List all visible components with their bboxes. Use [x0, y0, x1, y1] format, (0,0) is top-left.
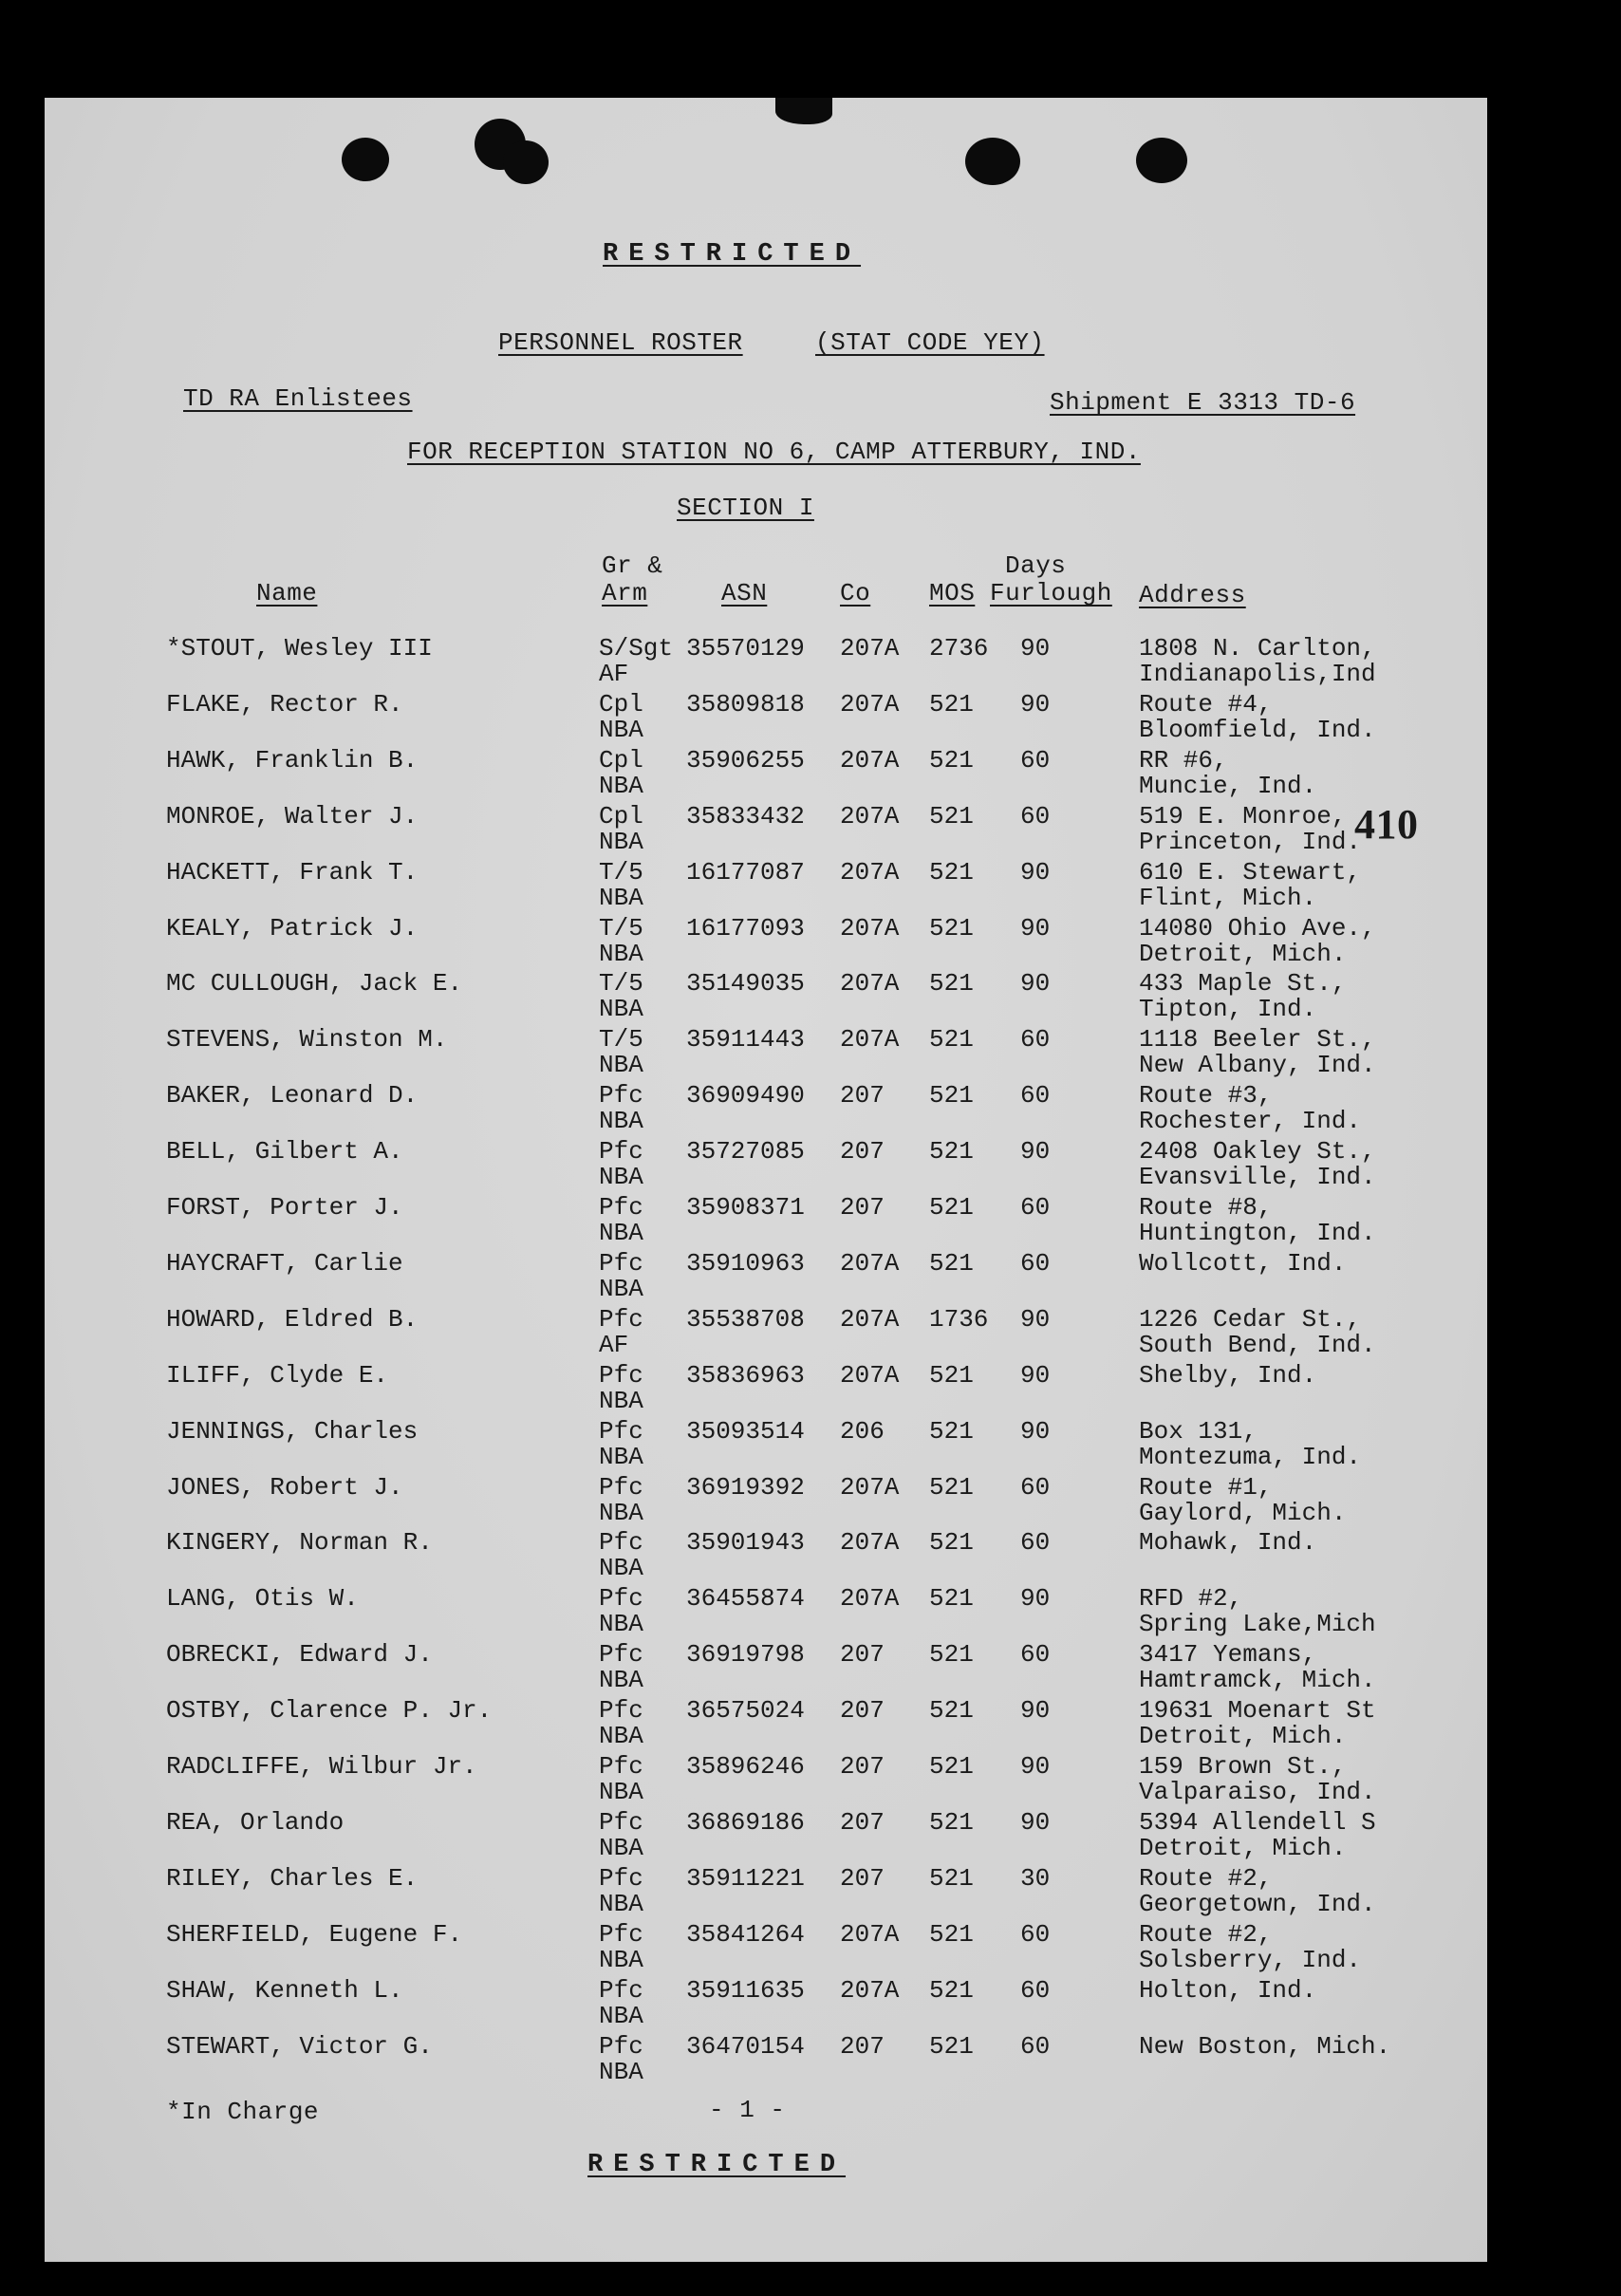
row-address-line1: Route #3,	[1139, 1081, 1273, 1111]
row-company: 207A	[840, 745, 900, 775]
row-furlough-days: 90	[1020, 1137, 1051, 1167]
row-address-line1: 5394 Allendell S	[1139, 1807, 1376, 1837]
row-arm: NBA	[599, 1554, 643, 1583]
table-row	[45, 1752, 1487, 1808]
row-address-line2: Rochester, Ind.	[1139, 1107, 1362, 1136]
row-company: 207	[840, 2031, 885, 2061]
row-company: 207	[840, 1081, 885, 1111]
row-grade: Pfc	[599, 1752, 643, 1781]
table-row	[45, 1696, 1487, 1752]
row-name: HAWK, Franklin B.	[166, 745, 419, 775]
row-address-line2: Georgetown, Ind.	[1139, 1889, 1376, 1918]
row-address-line1: 1118 Beeler St.,	[1139, 1025, 1376, 1055]
row-name: OBRECKI, Edward J.	[166, 1640, 433, 1670]
row-address-line2: Gaylord, Mich.	[1139, 1498, 1347, 1527]
row-furlough-days: 30	[1020, 1863, 1051, 1893]
row-company: 207A	[840, 913, 900, 943]
row-mos: 521	[929, 1752, 974, 1781]
table-row	[45, 1193, 1487, 1249]
table-row	[45, 914, 1487, 970]
row-address-line2: Muncie, Ind.	[1139, 771, 1317, 800]
table-row	[45, 1864, 1487, 1920]
row-address-line1: Mohawk, Ind.	[1139, 1528, 1317, 1558]
row-arm: NBA	[599, 1722, 643, 1751]
row-asn: 35149035	[686, 969, 805, 999]
row-address-line1: 2408 Oakley St.,	[1139, 1137, 1376, 1167]
table-row	[45, 1081, 1487, 1137]
row-asn: 35896246	[686, 1752, 805, 1781]
row-company: 207	[840, 1696, 885, 1726]
row-mos: 521	[929, 913, 974, 943]
row-address-line1: Shelby, Ind.	[1139, 1360, 1317, 1390]
row-company: 207	[840, 1863, 885, 1893]
row-company: 207A	[840, 1584, 900, 1614]
row-asn: 36575024	[686, 1696, 805, 1726]
row-asn: 35911221	[686, 1863, 805, 1893]
row-name: STEVENS, Winston M.	[166, 1025, 448, 1055]
row-mos: 521	[929, 1472, 974, 1502]
row-furlough-days: 60	[1020, 1025, 1051, 1055]
row-furlough-days: 60	[1020, 1975, 1051, 2005]
row-asn: 36470154	[686, 2031, 805, 2061]
row-asn: 35908371	[686, 1193, 805, 1222]
row-address-line1: RR #6,	[1139, 745, 1228, 775]
row-company: 207A	[840, 1025, 900, 1055]
col-grade-line1: Gr &	[602, 551, 663, 580]
row-asn: 35093514	[686, 1416, 805, 1446]
row-furlough-days: 90	[1020, 857, 1051, 887]
row-asn: 36869186	[686, 1807, 805, 1837]
row-mos: 521	[929, 1025, 974, 1055]
row-arm: AF	[599, 1330, 629, 1359]
row-address-line1: 159 Brown St.,	[1139, 1752, 1347, 1781]
row-asn: 35570129	[686, 634, 805, 663]
row-address-line1: Route #1,	[1139, 1472, 1273, 1502]
row-furlough-days: 60	[1020, 1248, 1051, 1278]
row-name: SHERFIELD, Eugene F.	[166, 1919, 463, 1949]
row-arm: NBA	[599, 883, 643, 912]
row-furlough-days: 60	[1020, 801, 1051, 831]
destination: FOR RECEPTION STATION NO 6, CAMP ATTERBURY, IND.	[407, 438, 1141, 466]
row-arm: NBA	[599, 1219, 643, 1247]
col-co: Co	[840, 579, 871, 607]
table-row	[45, 1640, 1487, 1696]
row-arm: AF	[599, 660, 629, 688]
row-arm: NBA	[599, 1498, 643, 1527]
row-asn: 16177093	[686, 913, 805, 943]
row-address-line2: Detroit, Mich.	[1139, 1833, 1347, 1862]
row-name: MC CULLOUGH, Jack E.	[166, 969, 463, 999]
row-furlough-days: 90	[1020, 1416, 1051, 1446]
col-address: Address	[1139, 581, 1246, 609]
row-furlough-days: 60	[1020, 745, 1051, 775]
row-asn: 36909490	[686, 1081, 805, 1111]
row-asn: 35727085	[686, 1137, 805, 1167]
row-address-line1: 610 E. Stewart,	[1139, 857, 1362, 887]
row-name: HAYCRAFT, Carlie	[166, 1248, 403, 1278]
row-address-line2: New Albany, Ind.	[1139, 1051, 1376, 1080]
row-asn: 35809818	[686, 689, 805, 719]
row-mos: 521	[929, 1416, 974, 1446]
row-address-line2: Spring Lake,Mich	[1139, 1610, 1376, 1639]
row-arm: NBA	[599, 1386, 643, 1415]
table-row	[45, 1584, 1487, 1640]
table-row	[45, 1137, 1487, 1193]
row-furlough-days: 60	[1020, 2031, 1051, 2061]
row-mos: 521	[929, 1081, 974, 1111]
row-arm: NBA	[599, 2001, 643, 2030]
row-furlough-days: 90	[1020, 969, 1051, 999]
row-arm: NBA	[599, 1051, 643, 1080]
punch-hole	[342, 138, 389, 181]
row-mos: 521	[929, 1193, 974, 1222]
table-row	[45, 858, 1487, 914]
row-mos: 521	[929, 689, 974, 719]
row-grade: Pfc	[599, 1975, 643, 2005]
row-grade: T/5	[599, 1025, 643, 1055]
row-arm: NBA	[599, 1889, 643, 1918]
row-company: 207	[840, 1640, 885, 1670]
page-number: - 1 -	[709, 2096, 786, 2124]
row-address-line1: Route #4,	[1139, 689, 1273, 719]
row-mos: 521	[929, 1807, 974, 1837]
row-grade: Pfc	[599, 1640, 643, 1670]
row-asn: 35901943	[686, 1528, 805, 1558]
row-furlough-days: 60	[1020, 1193, 1051, 1222]
footnote-in-charge: *In Charge	[166, 2098, 320, 2126]
table-row	[45, 690, 1487, 746]
row-address-line2: Evansville, Ind.	[1139, 1163, 1376, 1192]
row-furlough-days: 90	[1020, 1807, 1051, 1837]
row-grade: Pfc	[599, 1807, 643, 1837]
row-name: REA, Orlando	[166, 1807, 345, 1837]
row-name: HOWARD, Eldred B.	[166, 1304, 419, 1334]
row-grade: Pfc	[599, 1416, 643, 1446]
row-mos: 2736	[929, 634, 989, 663]
row-arm: NBA	[599, 1666, 643, 1695]
punch-hole	[1136, 138, 1187, 183]
row-arm: NBA	[599, 1778, 643, 1806]
col-name: Name	[256, 579, 318, 607]
row-asn: 35911443	[686, 1025, 805, 1055]
row-arm: NBA	[599, 1442, 643, 1471]
row-address-line2: Hamtramck, Mich.	[1139, 1666, 1376, 1695]
row-grade: Pfc	[599, 1137, 643, 1167]
row-name: ILIFF, Clyde E.	[166, 1360, 389, 1390]
row-arm: NBA	[599, 715, 643, 744]
row-furlough-days: 90	[1020, 689, 1051, 719]
col-grade-line2: Arm	[602, 579, 648, 607]
row-grade: T/5	[599, 913, 643, 943]
row-furlough-days: 60	[1020, 1528, 1051, 1558]
row-name: JENNINGS, Charles	[166, 1416, 419, 1446]
row-furlough-days: 90	[1020, 1584, 1051, 1614]
row-address-line1: Holton, Ind.	[1139, 1975, 1317, 2005]
row-company: 207A	[840, 1472, 900, 1502]
section-title: SECTION I	[677, 494, 814, 522]
row-name: LANG, Otis W.	[166, 1584, 359, 1614]
table-row	[45, 1808, 1487, 1864]
row-grade: Pfc	[599, 1472, 643, 1502]
row-grade: Pfc	[599, 1081, 643, 1111]
row-arm: NBA	[599, 2057, 643, 2086]
row-grade: Pfc	[599, 2031, 643, 2061]
row-name: FLAKE, Rector R.	[166, 689, 403, 719]
row-grade: T/5	[599, 857, 643, 887]
row-address-line2: Valparaiso, Ind.	[1139, 1778, 1376, 1806]
row-mos: 521	[929, 1360, 974, 1390]
row-address-line1: 14080 Ohio Ave.,	[1139, 913, 1376, 943]
row-address-line1: RFD #2,	[1139, 1584, 1243, 1614]
row-company: 207	[840, 1807, 885, 1837]
col-days-line1: Days	[1005, 551, 1067, 580]
stat-code: (STAT CODE YEY)	[815, 328, 1045, 357]
row-arm: NBA	[599, 827, 643, 856]
row-name: STEWART, Victor G.	[166, 2031, 433, 2061]
row-name: RADCLIFFE, Wilbur Jr.	[166, 1752, 477, 1781]
row-address-line2: Montezuma, Ind.	[1139, 1442, 1362, 1471]
row-address-line2: Solsberry, Ind.	[1139, 1945, 1362, 1974]
row-mos: 521	[929, 745, 974, 775]
row-company: 207A	[840, 1304, 900, 1334]
row-address-line2: Tipton, Ind.	[1139, 995, 1317, 1024]
row-mos: 521	[929, 1863, 974, 1893]
row-furlough-days: 90	[1020, 1304, 1051, 1334]
row-asn: 36919798	[686, 1640, 805, 1670]
row-company: 207A	[840, 1919, 900, 1949]
table-row	[45, 1417, 1487, 1473]
row-mos: 521	[929, 1696, 974, 1726]
row-grade: S/Sgt	[599, 634, 674, 663]
footer-classification: RESTRICTED	[587, 2151, 847, 2179]
table-row	[45, 1528, 1487, 1584]
row-furlough-days: 90	[1020, 1696, 1051, 1726]
row-mos: 521	[929, 801, 974, 831]
row-asn: 35836963	[686, 1360, 805, 1390]
row-address-line1: 1226 Cedar St.,	[1139, 1304, 1362, 1334]
row-asn: 35833432	[686, 801, 805, 831]
row-grade: Pfc	[599, 1360, 643, 1390]
row-name: HACKETT, Frank T.	[166, 857, 419, 887]
row-company: 207A	[840, 801, 900, 831]
row-arm: NBA	[599, 1945, 643, 1974]
row-furlough-days: 60	[1020, 1919, 1051, 1949]
row-company: 207A	[840, 689, 900, 719]
row-address-line2: Bloomfield, Ind.	[1139, 715, 1376, 744]
col-asn: ASN	[721, 579, 768, 607]
row-asn: 35841264	[686, 1919, 805, 1949]
row-asn: 35911635	[686, 1975, 805, 2005]
row-grade: Pfc	[599, 1584, 643, 1614]
table-row	[45, 1473, 1487, 1529]
row-name: JONES, Robert J.	[166, 1472, 403, 1502]
row-company: 207A	[840, 1248, 900, 1278]
row-address-line1: Wollcott, Ind.	[1139, 1248, 1347, 1278]
row-company: 207A	[840, 969, 900, 999]
row-address-line1: Box 131,	[1139, 1416, 1258, 1446]
row-asn: 36919392	[686, 1472, 805, 1502]
row-address-line2: Princeton, Ind.	[1139, 827, 1362, 856]
row-furlough-days: 60	[1020, 1081, 1051, 1111]
row-mos: 521	[929, 2031, 974, 2061]
row-grade: Cpl	[599, 801, 643, 831]
row-grade: Pfc	[599, 1248, 643, 1278]
row-grade: Pfc	[599, 1696, 643, 1726]
table-row	[45, 1976, 1487, 2032]
row-furlough-days: 60	[1020, 1472, 1051, 1502]
row-company: 207	[840, 1752, 885, 1781]
col-days-line2: Furlough	[990, 579, 1112, 607]
table-row	[45, 1025, 1487, 1081]
row-address-line2: Detroit, Mich.	[1139, 939, 1347, 968]
row-address-line2: Flint, Mich.	[1139, 883, 1317, 912]
row-name: SHAW, Kenneth L.	[166, 1975, 403, 2005]
row-grade: Pfc	[599, 1304, 643, 1334]
row-mos: 521	[929, 1640, 974, 1670]
table-row	[45, 802, 1487, 858]
row-furlough-days: 90	[1020, 1752, 1051, 1781]
row-grade: Pfc	[599, 1863, 643, 1893]
row-company: 207A	[840, 1975, 900, 2005]
roster-title: PERSONNEL ROSTER	[498, 328, 743, 357]
row-mos: 521	[929, 857, 974, 887]
row-arm: NBA	[599, 1610, 643, 1639]
table-row	[45, 1361, 1487, 1417]
row-arm: NBA	[599, 1107, 643, 1136]
row-name: KINGERY, Norman R.	[166, 1528, 433, 1558]
stamped-page-number: 410	[1354, 801, 1419, 848]
row-name: BAKER, Leonard D.	[166, 1081, 419, 1111]
row-address-line1: 519 E. Monroe,	[1139, 801, 1347, 831]
row-grade: Cpl	[599, 689, 643, 719]
row-furlough-days: 90	[1020, 1360, 1051, 1390]
row-furlough-days: 90	[1020, 913, 1051, 943]
row-address-line1: New Boston, Mich.	[1139, 2031, 1391, 2061]
row-company: 207	[840, 1137, 885, 1167]
row-name: *STOUT, Wesley III	[166, 634, 433, 663]
table-row	[45, 1249, 1487, 1305]
row-mos: 521	[929, 1975, 974, 2005]
row-address-line1: Route #8,	[1139, 1193, 1273, 1222]
table-row	[45, 2032, 1487, 2088]
enlistee-type: TD RA Enlistees	[183, 384, 413, 413]
row-arm: NBA	[599, 1833, 643, 1862]
row-name: FORST, Porter J.	[166, 1193, 403, 1222]
table-row	[45, 634, 1487, 690]
roster-page	[45, 98, 1487, 2262]
row-grade: Pfc	[599, 1193, 643, 1222]
row-address-line1: 19631 Moenart St	[1139, 1696, 1376, 1726]
row-address-line2: Indianapolis,Ind	[1139, 660, 1376, 688]
col-mos: MOS	[929, 579, 976, 607]
table-row	[45, 1305, 1487, 1361]
table-row	[45, 746, 1487, 802]
row-mos: 521	[929, 969, 974, 999]
table-row	[45, 969, 1487, 1025]
row-company: 207A	[840, 857, 900, 887]
row-arm: NBA	[599, 771, 643, 800]
row-company: 207A	[840, 634, 900, 663]
row-company: 206	[840, 1416, 885, 1446]
row-address-line2: South Bend, Ind.	[1139, 1330, 1376, 1359]
row-name: BELL, Gilbert A.	[166, 1137, 403, 1167]
row-name: KEALY, Patrick J.	[166, 913, 419, 943]
row-address-line2: Huntington, Ind.	[1139, 1219, 1376, 1247]
row-mos: 1736	[929, 1304, 989, 1334]
row-name: RILEY, Charles E.	[166, 1863, 419, 1893]
row-mos: 521	[929, 1584, 974, 1614]
row-address-line2: Detroit, Mich.	[1139, 1722, 1347, 1751]
row-arm: NBA	[599, 939, 643, 968]
row-asn: 35910963	[686, 1248, 805, 1278]
row-company: 207A	[840, 1528, 900, 1558]
row-mos: 521	[929, 1248, 974, 1278]
row-name: MONROE, Walter J.	[166, 801, 419, 831]
row-mos: 521	[929, 1528, 974, 1558]
row-address-line1: 3417 Yemans,	[1139, 1640, 1317, 1670]
row-company: 207	[840, 1193, 885, 1222]
row-asn: 35906255	[686, 745, 805, 775]
row-address-line1: 1808 N. Carlton,	[1139, 634, 1376, 663]
punch-hole	[503, 140, 549, 184]
row-grade: T/5	[599, 969, 643, 999]
row-address-line1: Route #2,	[1139, 1863, 1273, 1893]
row-name: OSTBY, Clarence P. Jr.	[166, 1696, 493, 1726]
row-address-line1: Route #2,	[1139, 1919, 1273, 1949]
row-grade: Pfc	[599, 1528, 643, 1558]
row-mos: 521	[929, 1919, 974, 1949]
row-grade: Cpl	[599, 745, 643, 775]
row-arm: NBA	[599, 995, 643, 1024]
punch-hole	[965, 138, 1020, 185]
row-asn: 36455874	[686, 1584, 805, 1614]
row-company: 207A	[840, 1360, 900, 1390]
row-asn: 16177087	[686, 857, 805, 887]
row-address-line1: 433 Maple St.,	[1139, 969, 1347, 999]
table-row	[45, 1920, 1487, 1976]
shipment-number: Shipment E 3313 TD-6	[1050, 388, 1356, 417]
torn-edge	[775, 98, 832, 124]
row-asn: 35538708	[686, 1304, 805, 1334]
row-furlough-days: 90	[1020, 634, 1051, 663]
row-grade: Pfc	[599, 1919, 643, 1949]
row-arm: NBA	[599, 1163, 643, 1192]
header-classification: RESTRICTED	[603, 240, 862, 269]
row-mos: 521	[929, 1137, 974, 1167]
row-arm: NBA	[599, 1274, 643, 1303]
row-furlough-days: 60	[1020, 1640, 1051, 1670]
